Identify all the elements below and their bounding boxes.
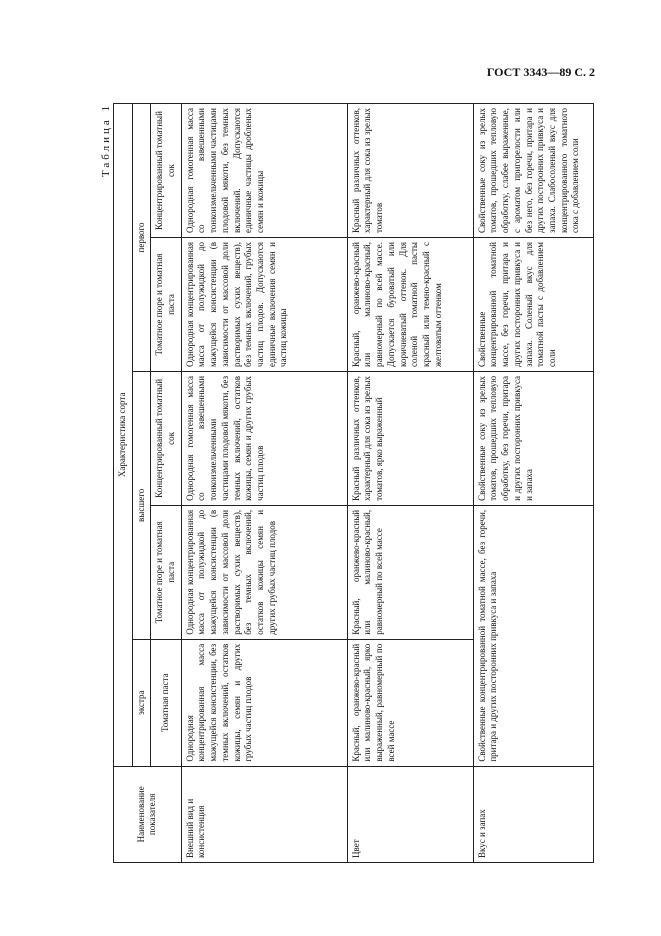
col-header-paste: Томатная паста xyxy=(151,639,181,766)
col-header-puree: Томатное пюре и томатная паста xyxy=(151,238,181,372)
table-row xyxy=(181,104,347,863)
param-name: Вкус и запах xyxy=(473,766,593,862)
table-label: Таблица 1 xyxy=(100,103,112,178)
cell: Свойственные концентрированной томатной массе, без горечи, притара и других посторонних привкуса и запаха xyxy=(473,505,593,766)
param-header: Наименование показателя xyxy=(114,766,182,862)
param-name: Цвет xyxy=(347,766,473,862)
cell: Красный, оранжево-красный или малиново-красный, равномерный по всей массе xyxy=(347,505,473,639)
cell: Красный, оранжево-красный или малиново-красный, равномерный по всей массе. Допускается буроватый или коричневатый оттенок. Для соленой томатной пасты красный или темно-красный с желтоватым оттенком xyxy=(347,238,473,372)
characteristics-table xyxy=(113,103,594,863)
cell: Однородная концентрированная масса мажущейся консистенции, без темных включений, остатков кожицы, семян и других грубых частиц плодов xyxy=(181,639,347,766)
col-header-juice: Концентрированный томатный сок xyxy=(151,371,181,505)
cell: Красный различных оттенков, характерный для сока из зрелых томатов xyxy=(347,104,473,238)
cell: Красный различных оттенков, характерный для сока из зрелых томатов, ярко выраженный xyxy=(347,371,473,505)
table-row xyxy=(473,104,593,863)
cell: Однородная концентрированная масса от полужидкой до мажущейся консистенции (в зависимости от массовой доли растворимых сухих веществ), без темных включений, остатков кожицы семян и других грубых частиц плодов xyxy=(181,505,347,639)
grade-high-header: высшего xyxy=(132,371,151,639)
col-header-juice: Концентрированный томатный сок xyxy=(151,104,181,238)
header-row-2 xyxy=(132,104,151,863)
col-header-puree: Томатное пюре и томатная паста xyxy=(151,505,181,639)
grade-first-header: первого xyxy=(132,104,151,372)
cell: Свойственные концентрированной томатной массе, без горечи, притара и других посторонних привкуса и запаха. Соленый вкус для томатной пасты с добавлением соли xyxy=(473,238,593,372)
cell: Однородная гомогенная масса со взвешенными тонкоизмельченными частицами плодовой мякоти, без темных включений. Допускаются единичные частицы дробленых семян и кожицы xyxy=(181,104,347,238)
param-name: Внешний вид и консистенция xyxy=(181,766,347,862)
table-row xyxy=(347,104,473,863)
header-row-1 xyxy=(114,104,133,863)
group-header: Характеристика сорта xyxy=(114,104,133,767)
cell: Однородная гомогенная масса со взвешенными тонкоизмельченными частицами плодовой мякоти, без темных включений, остатков кожицы, семян и других грубых частиц плодов xyxy=(181,371,347,505)
cell: Красный, оранжево-красный или малиново-красный, ярко выраженный, равномерный по всей массе xyxy=(347,639,473,766)
page-header: ГОСТ 3343—89 С. 2 xyxy=(486,65,595,79)
cell: Однородная концентрированная масса от полужидкой до мажущейся консистенции (в зависимости от массовой доли растворимых сухих веществ), без темных включений, грубых частиц плодов. Допускаются единичные включения семян и частиц кожицы xyxy=(181,238,347,372)
header-row-3 xyxy=(151,104,181,863)
rotated-table-container xyxy=(100,103,599,863)
cell: Свойственные соку из зрелых томатов, прошедших тепловую обработку, слабее выраженные, с ароматом пригорелости или без него, без горечи, притара и других посторонних привкуса и запаха. Слабосоленый вкус для концентрированного томатного сока с добавлением соли xyxy=(473,104,593,238)
cell: Свойственные соку из зрелых томатов, прошедших тепловую обработку, без горечи, притара и других посторонних привкуса и запаха xyxy=(473,371,593,505)
grade-extra-header: экстра xyxy=(132,639,151,766)
